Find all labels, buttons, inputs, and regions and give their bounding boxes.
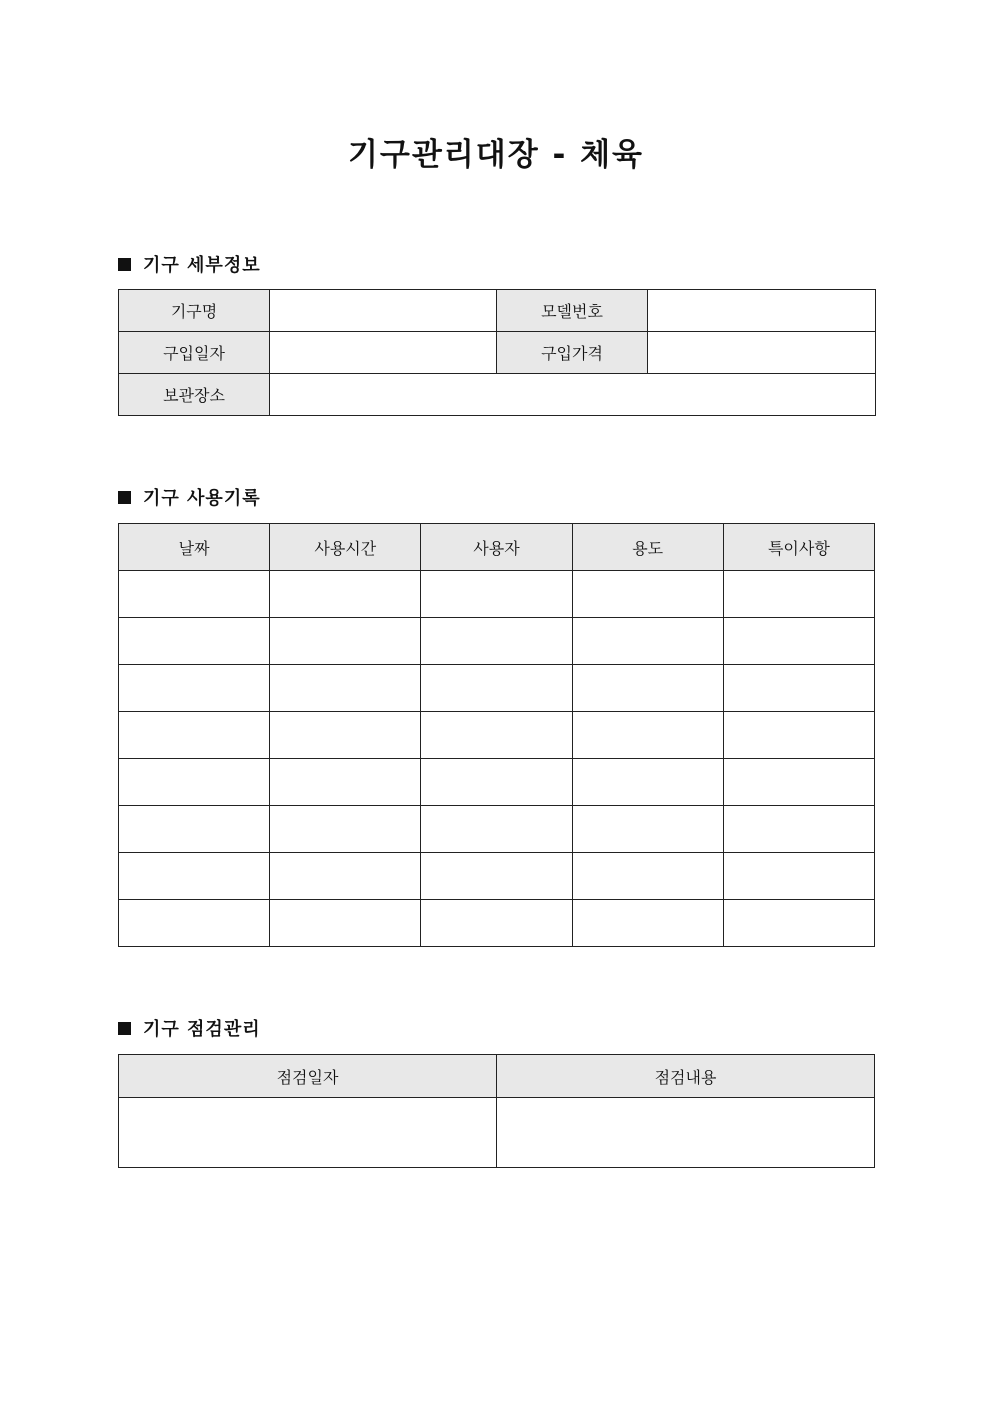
model-field[interactable]	[648, 290, 876, 332]
usage-cell[interactable]	[572, 571, 723, 618]
inspection-col-date: 점검일자	[119, 1055, 497, 1098]
storage-label: 보관장소	[119, 374, 270, 416]
usage-cell[interactable]	[270, 806, 421, 853]
details-row-name-model	[119, 290, 876, 332]
name-field[interactable]	[270, 290, 497, 332]
purchase-date-label: 구입일자	[119, 332, 270, 374]
usage-cell[interactable]	[723, 806, 874, 853]
usage-cell[interactable]	[572, 900, 723, 947]
usage-cell[interactable]	[421, 900, 572, 947]
usage-cell[interactable]	[119, 571, 270, 618]
square-bullet-icon	[118, 1022, 131, 1035]
usage-cell[interactable]	[421, 759, 572, 806]
purchase-date-field[interactable]	[270, 332, 497, 374]
usage-col-date: 날짜	[119, 524, 270, 571]
usage-col-purpose: 용도	[572, 524, 723, 571]
table-row	[119, 665, 875, 712]
purchase-price-field[interactable]	[648, 332, 876, 374]
usage-cell[interactable]	[270, 618, 421, 665]
details-row-date-price	[119, 332, 876, 374]
usage-cell[interactable]	[572, 618, 723, 665]
purchase-price-label: 구입가격	[497, 332, 648, 374]
usage-cell[interactable]	[421, 712, 572, 759]
usage-cell[interactable]	[119, 806, 270, 853]
usage-cell[interactable]	[572, 759, 723, 806]
usage-cell[interactable]	[421, 806, 572, 853]
document-title: 기구관리대장 - 체육	[347, 137, 645, 173]
usage-section-heading	[118, 484, 261, 510]
square-bullet-icon	[118, 258, 131, 271]
usage-cell[interactable]	[723, 853, 874, 900]
usage-cell[interactable]	[572, 665, 723, 712]
inspection-header-row	[119, 1055, 875, 1098]
usage-cell[interactable]	[723, 712, 874, 759]
model-label: 모델번호	[497, 290, 648, 332]
details-section-heading	[118, 251, 261, 277]
inspection-date-cell[interactable]	[119, 1098, 497, 1168]
usage-table	[118, 523, 875, 947]
usage-col-user: 사용자	[421, 524, 572, 571]
usage-cell[interactable]	[119, 618, 270, 665]
usage-cell[interactable]	[723, 759, 874, 806]
usage-cell[interactable]	[421, 571, 572, 618]
usage-cell[interactable]	[572, 712, 723, 759]
name-label: 기구명	[119, 290, 270, 332]
usage-cell[interactable]	[119, 853, 270, 900]
details-table	[118, 289, 876, 416]
usage-col-notes: 특이사항	[723, 524, 874, 571]
usage-cell[interactable]	[723, 571, 874, 618]
usage-cell[interactable]	[270, 712, 421, 759]
table-row	[119, 759, 875, 806]
square-bullet-icon	[118, 491, 131, 504]
usage-cell[interactable]	[270, 900, 421, 947]
usage-cell[interactable]	[421, 618, 572, 665]
table-row	[119, 712, 875, 759]
usage-cell[interactable]	[119, 759, 270, 806]
usage-cell[interactable]	[119, 712, 270, 759]
table-row	[119, 806, 875, 853]
usage-heading-text: 기구 사용기록	[143, 488, 261, 509]
table-row	[119, 571, 875, 618]
table-row	[119, 853, 875, 900]
usage-cell[interactable]	[572, 853, 723, 900]
inspection-heading-text: 기구 점검관리	[143, 1019, 261, 1040]
usage-cell[interactable]	[270, 853, 421, 900]
inspection-col-content: 점검내용	[497, 1055, 875, 1098]
usage-cell[interactable]	[270, 571, 421, 618]
usage-cell[interactable]	[421, 665, 572, 712]
usage-cell[interactable]	[723, 665, 874, 712]
usage-cell[interactable]	[572, 806, 723, 853]
details-heading-text: 기구 세부정보	[143, 255, 261, 276]
usage-cell[interactable]	[119, 900, 270, 947]
usage-cell[interactable]	[421, 853, 572, 900]
table-row	[119, 900, 875, 947]
usage-cell[interactable]	[270, 759, 421, 806]
inspection-section-heading	[118, 1015, 261, 1041]
details-row-storage	[119, 374, 876, 416]
inspection-content-cell[interactable]	[497, 1098, 875, 1168]
table-row	[119, 618, 875, 665]
table-row	[119, 1098, 875, 1168]
usage-cell[interactable]	[119, 665, 270, 712]
usage-col-time: 사용시간	[270, 524, 421, 571]
usage-cell[interactable]	[270, 665, 421, 712]
storage-field[interactable]	[270, 374, 876, 416]
usage-cell[interactable]	[723, 900, 874, 947]
usage-header-row	[119, 524, 875, 571]
inspection-table	[118, 1054, 875, 1168]
usage-cell[interactable]	[723, 618, 874, 665]
